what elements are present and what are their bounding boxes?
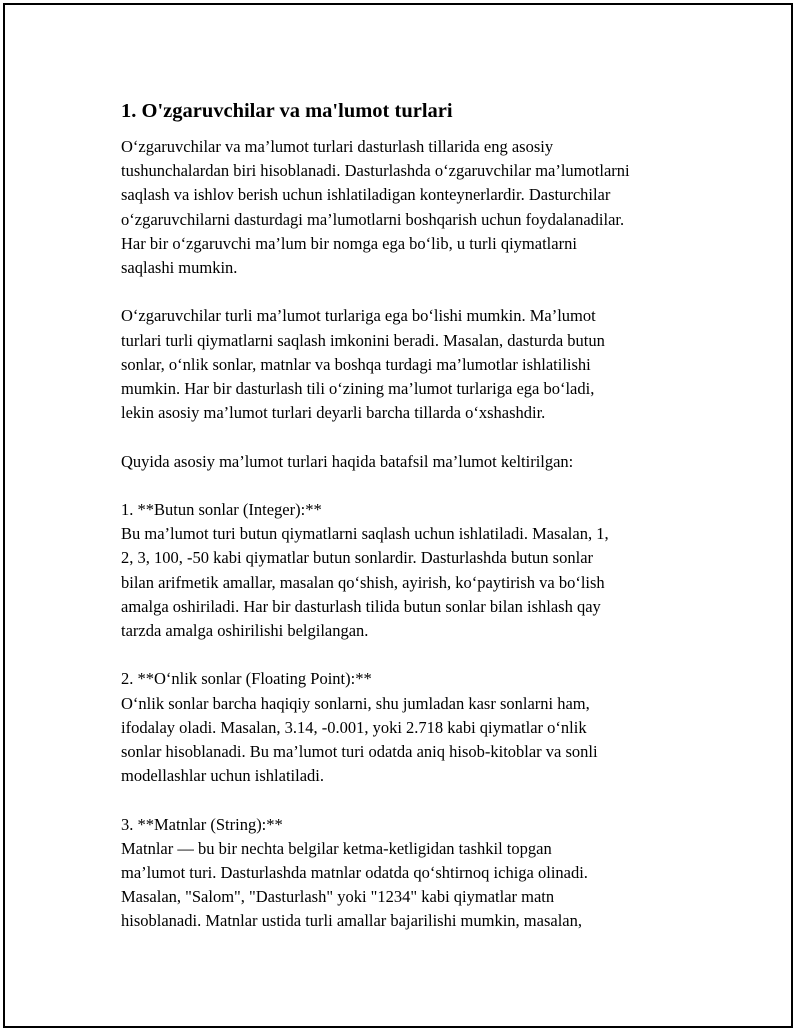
list-item-string: 3. **Matnlar (String):** Matnlar — bu bir nechta belgilar ketma-ketligidan tashkil topgan ma’lumot turi. Dasturlashda matnlar odatda qo‘shtirnoq ichiga olinadi. Masalan, "Salom", "Dasturlash" yoki "1234" kabi qiymatlar matn hisoblanadi. Matnlar ustida turli amallar bajarilishi mumkin, masalan, — [121, 814, 588, 931]
paragraph-types: O‘zgaruvchilar turli ma’lumot turlariga ega bo‘lishi mumkin. Ma’lumot turlari turli qiymatlarni saqlash imkonini beradi. Masalan, dasturda butun sonlar, o‘nlik sonlar, matnlar va boshqa turdagi ma’lumotlar ishlatilishi mumkin. Har bir dasturlash tili o‘zining ma’lumot turlariga ega bo‘ladi, lekin asosiy ma’lumot turlari deyarli barcha tillarda o‘xshashdir. — [121, 306, 605, 423]
paragraph-intro: O‘zgaruvchilar va ma’lumot turlari dasturlash tillarida eng asosiy tushunchalardan biri hisoblanadi. Dasturlashda o‘zgaruvchilar ma’lumotlarni saqlash va ishlov berish uchun ishlatiladigan konteynerlardir. Dasturchilar o‘zgaruvchilarni dasturdagi ma’lumotlarni boshqarish uchun foydalanadilar. Har bir o‘zgaruvchi ma’lum bir nomga ega bo‘lib, u turli qiymatlarni saqlashi mumkin. — [121, 137, 630, 278]
paragraph-list-intro: Quyida asosiy ma’lumot turlari haqida batafsil ma’lumot keltirilgan: — [121, 451, 574, 471]
paragraph-spacer — [121, 425, 701, 449]
paragraph-spacer — [121, 643, 701, 667]
section-title: 1. O'zgaruvchilar va ma'lumot turlari — [121, 100, 453, 122]
document-body — [121, 99, 701, 934]
document-page — [3, 3, 793, 1028]
paragraph-spacer — [121, 788, 701, 812]
list-item-floating-point: 2. **O‘nlik sonlar (Floating Point):** O‘nlik sonlar barcha haqiqiy sonlarni, shu jumladan kasr sonlarni ham, ifodalay oladi. Masalan, 3.14, -0.001, yoki 2.718 kabi qiymatlar o‘nlik sonlar hisoblanadi. Bu ma’lumot turi odatda aniq hisob-kitoblar va sonli modellashlar uchun ishlatiladi. — [121, 669, 598, 786]
list-item-integer: 1. **Butun sonlar (Integer):** Bu ma’lumot turi butun qiymatlarni saqlash uchun ishlatiladi. Masalan, 1, 2, 3, 100, -50 kabi qiymatlar butun sonlardir. Dasturlashda butun sonlar bilan arifmetik amallar, masalan qo‘shish, ayirish, ko‘paytirish va bo‘lish amalga oshiriladi. Har bir dasturlash tilida butun sonlar bilan ishlash qay tarzda amalga oshirilishi belgilangan. — [121, 500, 609, 641]
paragraph-spacer — [121, 280, 701, 304]
paragraph-spacer — [121, 474, 701, 498]
